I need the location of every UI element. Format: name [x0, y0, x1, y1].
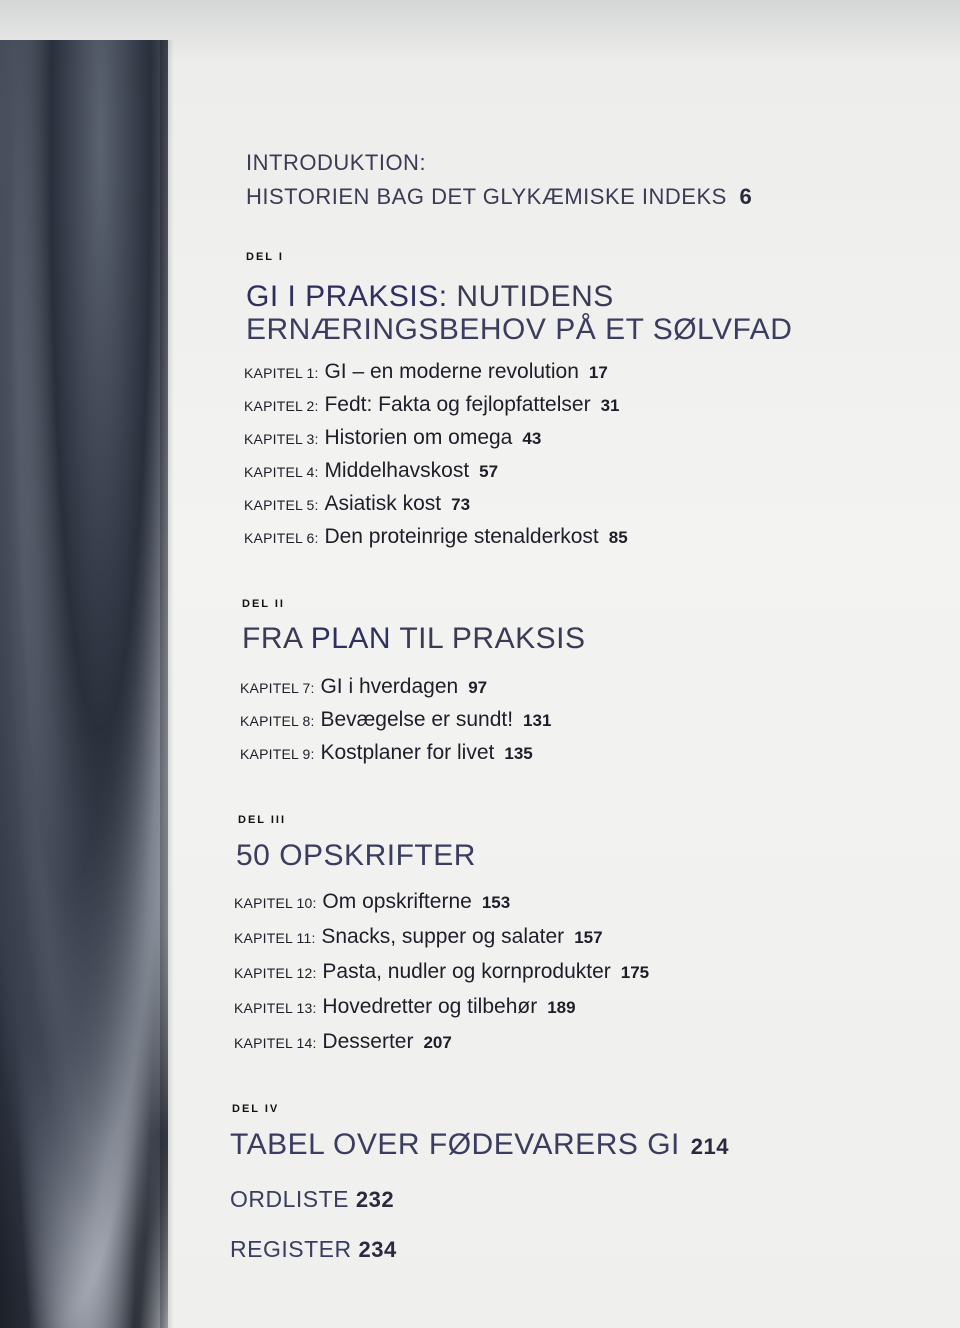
intro-page: 6	[739, 184, 753, 209]
chapter-title: Bevægelse er sundt!	[320, 708, 514, 731]
chapter-title: Kostplaner for livet	[320, 741, 495, 764]
part-label: DEL IV	[232, 1103, 280, 1115]
chapter-list	[240, 675, 551, 774]
chapter-label: KAPITEL 6	[244, 530, 315, 546]
chapter-entry: KAPITEL 10 : Om opskrifterne 153	[234, 890, 511, 913]
chapter-label: KAPITEL 2	[244, 398, 315, 414]
part-title-c: TIL PRAKSIS	[391, 622, 586, 655]
chapter-page: 43	[522, 429, 542, 448]
chapter-title: Middelhavskost	[324, 459, 470, 482]
part-label: DEL II	[242, 598, 285, 610]
chapter-list	[234, 890, 649, 1065]
chapter-title: Snacks, supper og salater	[321, 925, 565, 948]
intro-label: INTRODUKTION:	[246, 150, 427, 175]
chapter-entry: KAPITEL 3 : Historien om omega 43	[244, 426, 542, 449]
chapter-page: 57	[479, 462, 499, 481]
glossary-page: 232	[355, 1187, 395, 1212]
chapter-page: 189	[547, 998, 576, 1017]
intro-title: HISTORIEN BAG DET GLYKÆMISKE INDEKS	[246, 184, 727, 209]
chapter-title: Historien om omega	[324, 426, 513, 449]
chapter-entry: KAPITEL 5 : Asiatisk kost 73	[244, 492, 471, 515]
chapter-label: KAPITEL 7	[240, 680, 311, 696]
part-title	[230, 1128, 729, 1164]
chapter-page: 17	[588, 363, 608, 382]
chapter-label: KAPITEL 8	[240, 713, 311, 729]
chapter-page: 97	[468, 678, 488, 697]
chapter-entry: KAPITEL 13 : Hovedretter og tilbehør 189	[234, 995, 576, 1018]
chapter-page: 73	[451, 495, 471, 514]
part-label: DEL I	[246, 251, 284, 263]
chapter-title: Pasta, nudler og kornprodukter	[322, 960, 611, 983]
chapter-title: Desserter	[322, 1030, 414, 1053]
chapter-entry: KAPITEL 2 : Fedt: Fakta og fejlopfattelser 31	[244, 393, 620, 416]
chapter-label: KAPITEL 3	[244, 431, 315, 447]
chapter-entry: KAPITEL 6 : Den proteinrige stenalderkost 85	[244, 525, 628, 548]
part-label: DEL III	[238, 814, 287, 826]
glossary-entry	[230, 1186, 394, 1213]
glossary-title: ORDLISTE	[230, 1186, 350, 1212]
chapter-label: KAPITEL 11	[234, 930, 312, 946]
chapter-label: KAPITEL 12	[234, 965, 313, 981]
part-title	[246, 280, 614, 314]
chapter-label: KAPITEL 10	[234, 895, 313, 911]
chapter-page: 175	[620, 963, 650, 982]
part-title-b: PLAN	[310, 622, 392, 655]
chapter-entry: KAPITEL 12 : Pasta, nudler og kornprodukter 175	[234, 960, 650, 983]
chapter-entry: KAPITEL 11 : Snacks, supper og salater 157	[234, 925, 603, 948]
part-title-main: GI I PRAKSIS:	[246, 280, 448, 313]
chapter-entry: KAPITEL 14 : Desserter 207	[234, 1030, 452, 1053]
chapter-title: Fedt: Fakta og fejlopfattelser	[324, 393, 591, 416]
chapter-title: GI i hverdagen	[320, 675, 459, 698]
chapter-list	[244, 360, 628, 558]
chapter-entry: KAPITEL 1 : GI – en moderne revolution 17	[244, 360, 608, 383]
intro-entry	[246, 184, 752, 210]
chapter-entry: KAPITEL 8 : Bevægelse er sundt! 131	[240, 708, 552, 731]
chapter-entry: KAPITEL 7 : GI i hverdagen 97	[240, 675, 488, 698]
chapter-entry: KAPITEL 9 : Kostplaner for livet 135	[240, 741, 533, 764]
chapter-label: KAPITEL 5	[244, 497, 315, 513]
part-title-line2: ERNÆRINGSBEHOV PÅ ET SØLVFAD	[246, 313, 793, 346]
chapter-label: KAPITEL 1	[244, 365, 315, 381]
part-title-a: FRA	[242, 622, 311, 655]
chapter-label: KAPITEL 13	[234, 1000, 313, 1016]
chapter-label: KAPITEL 14	[234, 1035, 313, 1051]
chapter-page: 157	[574, 928, 603, 947]
chapter-page: 131	[523, 711, 552, 730]
chapter-label: KAPITEL 9	[240, 746, 311, 762]
part-title-text: TABEL OVER FØDEVARERS GI	[230, 1128, 680, 1161]
part-title: 50 OPSKRIFTER	[236, 839, 476, 872]
chapter-entry: KAPITEL 4 : Middelhavskost 57	[244, 459, 499, 482]
chapter-title: Om opskrifterne	[322, 890, 472, 913]
chapter-page: 207	[423, 1033, 452, 1052]
chapter-title: GI – en moderne revolution	[324, 360, 579, 383]
part-title	[242, 622, 585, 656]
chapter-title: Den proteinrige stenalderkost	[324, 525, 599, 548]
part-page: 214	[690, 1134, 729, 1159]
index-entry	[230, 1236, 397, 1263]
chapter-title: Asiatisk kost	[324, 492, 442, 515]
chapter-label: KAPITEL 4	[244, 464, 315, 480]
chapter-title: Hovedretter og tilbehør	[322, 995, 538, 1018]
chapter-page: 153	[481, 893, 511, 912]
index-title: REGISTER	[230, 1236, 352, 1262]
part-title-rest: NUTIDENS	[447, 280, 614, 313]
chapter-page: 31	[600, 396, 620, 415]
chapter-page: 85	[608, 528, 628, 547]
chapter-page: 135	[504, 744, 533, 763]
index-page: 234	[358, 1237, 397, 1262]
food-photo-strip	[0, 40, 168, 1328]
